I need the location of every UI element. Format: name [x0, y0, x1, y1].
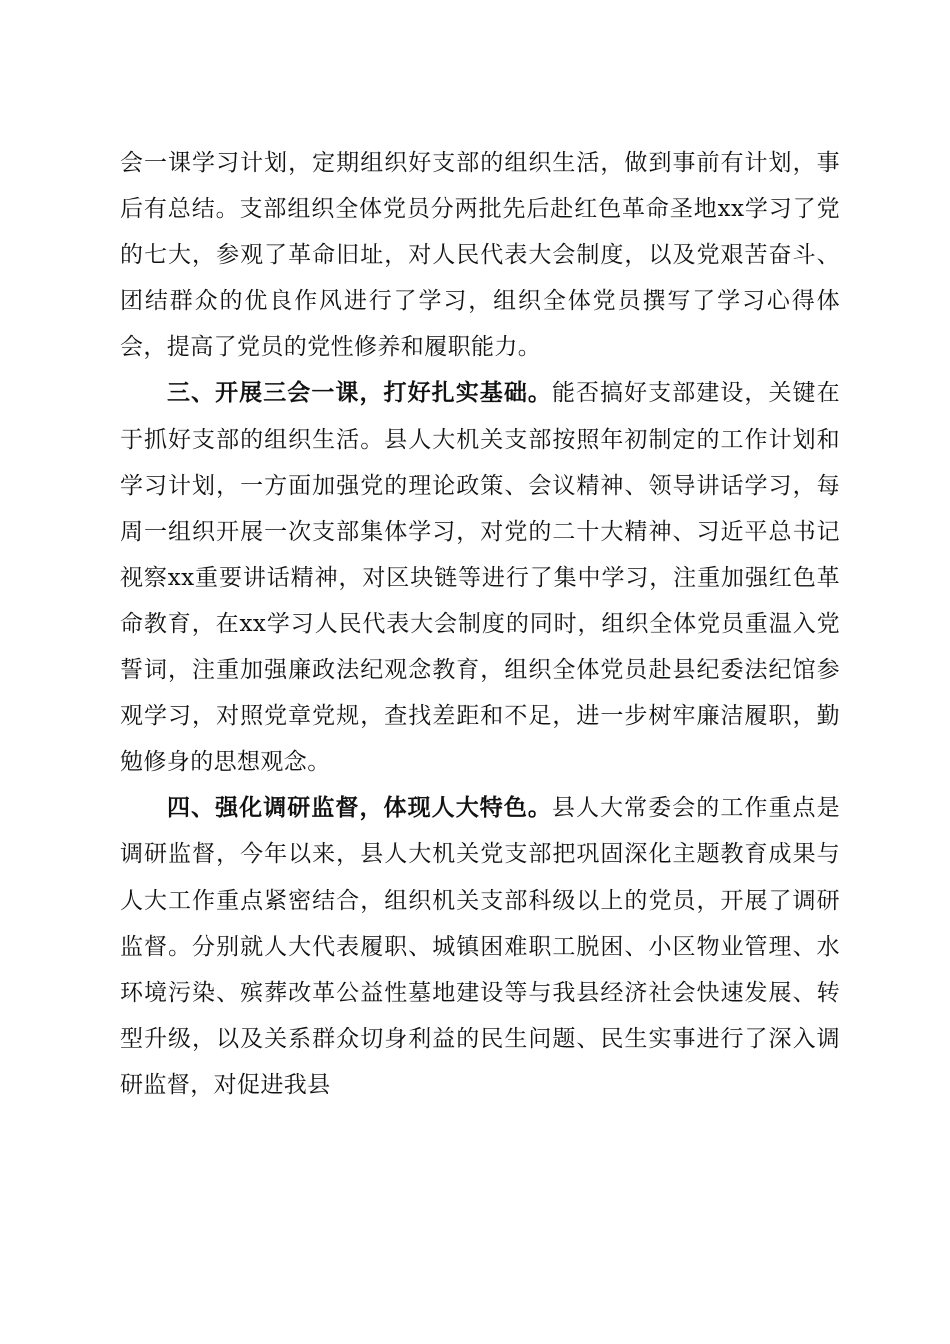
paragraph-section-three — [120, 370, 840, 785]
paragraph-body: 会一课学习计划，定期组织好支部的组织生活，做到事前有计划，事后有总结。支部组织全体党员分两批先后赴红色革命圣地xx学习了党的七大，参观了革命旧址，对人民代表大会制度，以及党艰苦奋斗、团结群众的优良作风进行了学习，组织全体党员撰写了学习心得体会，提高了党员的党性修养和履职能力。 — [120, 150, 840, 361]
section-heading: 三、开展三会一课，打好扎实基础。 — [167, 380, 552, 407]
paragraph-body: 县人大常委会的工作重点是调研监督，今年以来，县人大机关党支部把巩固深化主题教育成果与人大工作重点紧密结合，组织机关支部科级以上的党员，开展了调研监督。分别就人大代表履职、城镇困难职工脱困、小区物业管理、水环境污染、殡葬改革公益性墓地建设等与我县经济社会快速发展、转型升级，以及关系群众切身利益的民生问题、民生实事进行了深入调研监督，对促进我县 — [120, 795, 840, 1098]
document-page — [120, 140, 840, 1108]
section-heading: 四、强化调研监督，体现人大特色。 — [167, 795, 552, 822]
paragraph-body: 能否搞好支部建设，关键在于抓好支部的组织生活。县人大机关支部按照年初制定的工作计划和学习计划，一方面加强党的理论政策、会议精神、领导讲话学习，每周一组织开展一次支部集体学习，对党的二十大精神、习近平总书记视察xx重要讲话精神，对区块链等进行了集中学习，注重加强红色革命教育，在xx学习人民代表大会制度的同时，组织全体党员重温入党誓词，注重加强廉政法纪观念教育，组织全体党员赴县纪委法纪馆参观学习，对照党章党规，查找差距和不足，进一步树牢廉洁履职，勤勉修身的思想观念。 — [120, 380, 840, 776]
paragraph-section-four — [120, 785, 840, 1108]
paragraph-continuation — [120, 140, 840, 370]
